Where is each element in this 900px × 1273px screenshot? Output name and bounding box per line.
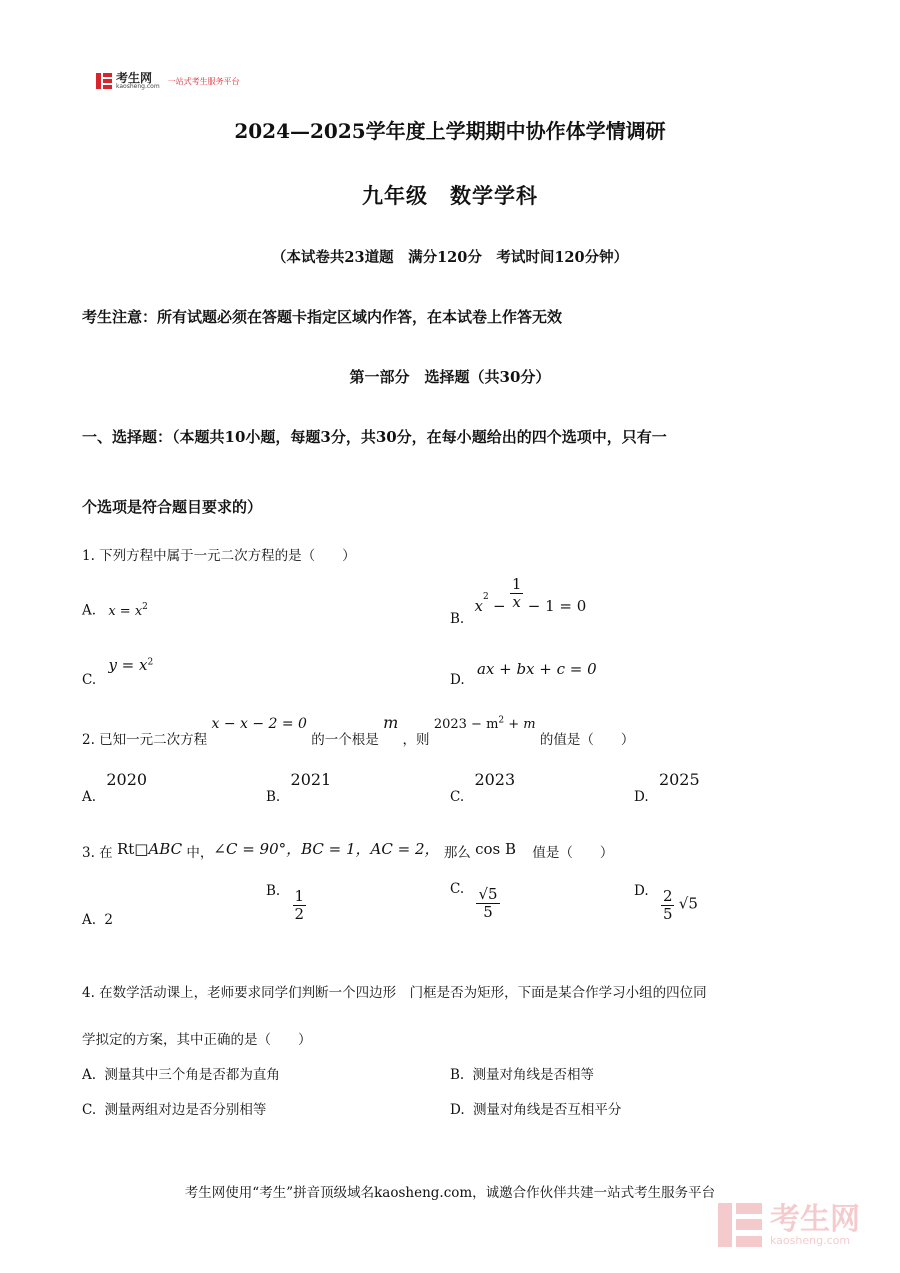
q2-option-c bbox=[450, 770, 516, 805]
exam-title: 2024—2025学年度上学期期中协作体学情调研 bbox=[234, 119, 666, 143]
q4-d-text: 测量对角线是否互相平分 bbox=[472, 1102, 622, 1118]
exam-notice: 考生注意：所有试题必须在答题卡指定区域内作答，在本试卷上作答无效 bbox=[82, 308, 563, 326]
q2-stem: 2. 已知一元二次方程 x − x − 2 = 0 的一个根是 m ，则 $2023 - m^2 + m$ 的值是（ ） bbox=[82, 713, 635, 748]
q1-c-label: C. bbox=[82, 672, 97, 688]
section-heading-line2: 个选项是符合题目要求的） bbox=[82, 498, 263, 516]
q4-option-d bbox=[450, 1098, 621, 1118]
q2-stem-c: ，则 bbox=[402, 732, 430, 748]
q1-d-label: D. bbox=[450, 672, 465, 688]
q4-b-text: 测量对角线是否相等 bbox=[472, 1067, 595, 1083]
q2-a-label: A. bbox=[82, 789, 97, 805]
footer-text: 考生网使用“考生”拼音顶级域名kaosheng.com，诚邀合作伙伴共建一站式考生服务平台 bbox=[184, 1185, 716, 1201]
q3-stem-a: 3. 在 bbox=[82, 845, 113, 861]
header-logo bbox=[96, 72, 240, 90]
q3-a-val: 2 bbox=[104, 912, 113, 928]
q1-d-math: ax + bx + c = 0 bbox=[476, 660, 597, 678]
q1-b-sup: 2 bbox=[482, 592, 489, 602]
q1-a-label: A. bbox=[82, 602, 97, 619]
q3-d-den: 5 bbox=[662, 904, 673, 923]
q2-b-label: B. bbox=[266, 789, 281, 805]
q2-c-val: 2023 bbox=[474, 770, 516, 789]
q3-stem-c: 那么 bbox=[443, 845, 471, 861]
logo-name: 考生网 bbox=[116, 71, 153, 85]
q2-c-label: C. bbox=[450, 789, 465, 805]
q1-option-d bbox=[450, 660, 597, 688]
q3-b-num: 1 bbox=[294, 887, 305, 905]
q4-stem-line1: 4. 在数学活动课上，老师要求同学们判断一个四边形 门框是否为矩形，下面是某合作学习小组的四位同 bbox=[82, 985, 707, 1001]
logo-icon bbox=[96, 73, 112, 89]
q2-eq: x − x − 2 = 0 bbox=[211, 716, 307, 732]
q1-b-den: x bbox=[512, 592, 521, 611]
q4-c-text: 测量两组对边是否分别相等 bbox=[104, 1102, 267, 1118]
q3-b-label: B. bbox=[266, 882, 281, 899]
q1-a-sup: 2 bbox=[142, 602, 148, 612]
q2-option-a bbox=[82, 770, 148, 805]
q2-a-val: 2020 bbox=[106, 770, 148, 789]
q3-option-b bbox=[266, 882, 306, 923]
q4-stem-line2: 学拟定的方案，其中正确的是（ ） bbox=[82, 1032, 312, 1048]
q2-b-val: 2021 bbox=[290, 770, 332, 789]
q4-c-label: C. bbox=[82, 1102, 97, 1118]
q2-d-val: 2025 bbox=[658, 770, 700, 789]
q4-option-a bbox=[82, 1063, 280, 1083]
q3-option-c bbox=[450, 880, 500, 921]
watermark-logo-icon bbox=[718, 1203, 762, 1247]
q3-c-num: √5 bbox=[478, 885, 498, 903]
q1-option-c bbox=[82, 656, 154, 688]
watermark-name: 考生网 bbox=[770, 1201, 860, 1237]
q3-stem bbox=[82, 838, 613, 859]
section-heading-line1: 一、选择题：（本题共10小题，每题3分，共30分，在每小题给出的四个选项中，只有一 bbox=[82, 428, 667, 446]
watermark bbox=[718, 1203, 860, 1247]
q3-c-den: 5 bbox=[483, 902, 493, 921]
q3-cond: ∠C = 90°，BC = 1，AC = 2， bbox=[213, 840, 440, 858]
part-heading: 第一部分 选择题（共30分） bbox=[349, 368, 551, 386]
q4-a-text: 测量其中三个角是否都为直角 bbox=[104, 1067, 280, 1083]
q3-stem-d: 值是（ ） bbox=[532, 845, 614, 861]
exam-info: （本试卷共23道题 满分120分 考试时间120分钟） bbox=[271, 249, 629, 266]
q3-rt: Rt□ bbox=[116, 840, 149, 858]
q3-cos: cos B bbox=[475, 840, 517, 858]
q4-option-b bbox=[450, 1063, 594, 1083]
q1-c-math: y = x bbox=[108, 656, 148, 674]
q2-expr-a: 2023 − m bbox=[433, 717, 499, 732]
q3-option-d bbox=[634, 882, 698, 923]
q3-d-label: D. bbox=[634, 882, 649, 899]
q1-b-pre: x bbox=[474, 596, 483, 615]
q2-stem-a: 2. 已知一元二次方程 bbox=[82, 732, 208, 748]
q2-d-label: D. bbox=[634, 789, 649, 805]
q1-option-b: B. $x^2$ − $\frac{1}{x}$ − 1 = 0 bbox=[450, 575, 587, 627]
q1-option-a bbox=[82, 602, 148, 619]
q1-a-math: x = x bbox=[108, 603, 143, 619]
q1-b-label: B. bbox=[450, 610, 465, 627]
q1-b-post: − 1 = 0 bbox=[527, 596, 587, 615]
logo-slogan: 一站式考生服务平台 bbox=[167, 76, 240, 86]
q1-b-num: 1 bbox=[511, 575, 522, 593]
q2-stem-b: 的一个根是 bbox=[311, 732, 379, 748]
q2-option-b bbox=[266, 770, 332, 805]
q1-c-sup: 2 bbox=[147, 657, 154, 668]
q3-a-label: A. bbox=[82, 912, 97, 928]
q3-d-num: 2 bbox=[662, 887, 673, 905]
logo-domain: kaosheng.com bbox=[116, 83, 160, 90]
q1-stem: 1. 下列方程中属于一元二次方程的是（ ） bbox=[82, 548, 356, 564]
q2-m: m bbox=[383, 713, 399, 732]
q4-d-label: D. bbox=[450, 1102, 465, 1118]
q3-b-den: 2 bbox=[294, 904, 305, 923]
q4-option-c bbox=[82, 1098, 266, 1118]
q1-b-frac bbox=[510, 576, 524, 610]
q3-c-label: C. bbox=[450, 880, 465, 897]
q3-option-a bbox=[82, 912, 113, 928]
q3-stem-b: 中， bbox=[186, 845, 214, 861]
exam-subject: 九年级 数学学科 bbox=[362, 183, 538, 208]
watermark-domain: kaosheng.com bbox=[770, 1233, 851, 1247]
q3-abc: ABC bbox=[148, 840, 183, 858]
q2-option-d bbox=[634, 770, 700, 805]
q4-b-label: B. bbox=[450, 1067, 465, 1083]
q4-a-label: A. bbox=[82, 1067, 97, 1083]
q3-d-tail: √5 bbox=[678, 894, 698, 913]
q2-expr-b: + m bbox=[504, 717, 536, 732]
q2-stem-d: 的值是（ ） bbox=[539, 732, 635, 748]
